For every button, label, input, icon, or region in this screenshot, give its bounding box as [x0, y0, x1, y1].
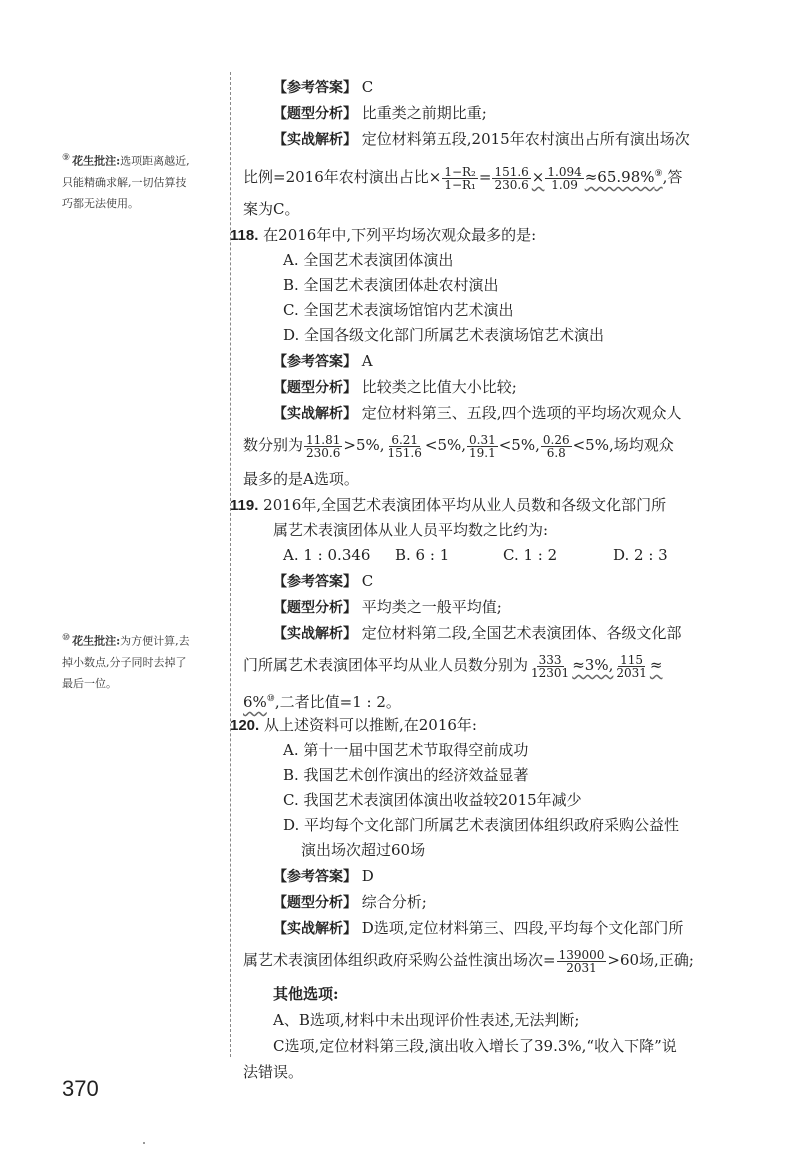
q119-option-b: B. 6 : 1	[395, 546, 450, 564]
q120-option-c: C. 我国艺术表演团体演出收益较2015年减少	[283, 791, 582, 809]
q118-type: 【题型分析】 比较类之比值大小比较;	[273, 378, 517, 396]
q119-option-c: C. 1 : 2	[503, 546, 558, 564]
q118-option-c: C. 全国艺术表演场馆馆内艺术演出	[283, 301, 514, 319]
q118-fraction-c: $\frac{0.31}{19.1}$	[469, 432, 496, 460]
q118-option-d: D. 全国各级文化部门所属艺术表演场馆艺术演出	[283, 326, 605, 344]
q119-fraction-b: $\frac{115}{2031}$	[616, 652, 647, 680]
q119-option-a: A. 1 : 0.346	[283, 546, 371, 564]
q117-solution-line-3: 案为C。	[243, 200, 300, 218]
q118-solution-line-3: 最多的是A选项。	[243, 470, 359, 488]
q117-type: 【题型分析】 比重类之前期比重;	[273, 104, 487, 122]
q119-type: 【题型分析】 平均类之一般平均值;	[273, 598, 502, 616]
q118-solution-line-2: 数分别为 $\frac{11.81}{230.6}$ >5%, $\frac{6.21}{151.6}$ <5%, $\frac{0.31}{19.1}$ <5%, $\frac{0.26}{6.8}$ <5%,场均观众	[243, 432, 674, 460]
q120-other-line-2: C选项,定位材料第三段,演出收入增长了39.3%,“收入下降”说	[273, 1037, 677, 1055]
side-note-1	[62, 148, 227, 214]
q118-fraction-a: $\frac{11.81}{230.6}$	[306, 432, 341, 460]
q120-answer: 【参考答案】 D	[273, 867, 374, 885]
q120-solution-line-1: 【实战解析】 D选项,定位材料第三、四段,平均每个文化部门所	[273, 919, 684, 937]
q118-option-a: A. 全国艺术表演团体演出	[283, 251, 454, 269]
q119-stem-line-2: 属艺术表演团体从业人员平均数之比约为:	[273, 521, 549, 539]
side-note-1-line-1: ⑨ 花生批注:选项距离越近,	[62, 153, 190, 168]
margin-divider	[230, 72, 231, 1057]
q117-solution-line-1: 【实战解析】 定位材料第五段,2015年农村演出占所有演出场次	[273, 130, 690, 148]
q120-solution-line-2: 属艺术表演团体组织政府采购公益性演出场次= $\frac{139000}{2031}$ >60场,正确;	[243, 947, 694, 975]
q119-solution-line-2: 门所属艺术表演团体平均从业人员数分别为 $\frac{333}{12301}$ ≈3%, $\frac{115}{2031}$ ≈	[243, 652, 663, 680]
q120-type: 【题型分析】 综合分析;	[273, 893, 427, 911]
q120-option-d-line-2: 演出场次超过60场	[301, 841, 426, 859]
q119-answer: 【参考答案】 C	[273, 572, 374, 590]
q120-option-a: A. 第十一届中国艺术节取得空前成功	[283, 741, 529, 759]
q120-option-b: B. 我国艺术创作演出的经济效益显著	[283, 766, 529, 784]
q117-fraction-2: $\frac{151.6}{230.6}$	[494, 164, 529, 192]
q120-fraction: $\frac{139000}{2031}$	[558, 947, 605, 975]
side-note-2-line-3: 最后一位。	[62, 676, 117, 690]
q120-option-d: D. 平均每个文化部门所属艺术表演团体组织政府采购公益性	[283, 816, 680, 834]
q119-option-d: D. 2 : 3	[613, 546, 668, 564]
q120-other-options-title: 其他选项:	[273, 985, 339, 1003]
q119-solution-line-1: 【实战解析】 定位材料第二段,全国艺术表演团体、各级文化部	[273, 624, 682, 642]
q117-wavy-expression: $\frac{151.6}{230.6}$ × $\frac{1.094}{1.09}$ ≈65.98%⑨	[494, 164, 663, 192]
q119-wavy-expression: $\frac{333}{12301}$ ≈3%, $\frac{115}{2031}$ ≈	[531, 652, 663, 680]
q118-solution-line-1: 【实战解析】 定位材料第三、五段,四个选项的平均场次观众人	[273, 404, 682, 422]
q118-answer: 【参考答案】 A	[273, 352, 373, 370]
side-note-2	[62, 628, 227, 694]
q119-stem-line-1: 119. 2016年,全国艺术表演团体平均从业人员数和各级文化部门所	[230, 496, 667, 514]
side-note-2-line-2: 掉小数点,分子同时去掉了	[62, 655, 187, 669]
q118-fraction-d: $\frac{0.26}{6.8}$	[542, 432, 570, 460]
side-note-1-line-2: 只能精确求解,一切估算技	[62, 175, 187, 189]
q117-fraction-3: $\frac{1.094}{1.09}$	[547, 164, 582, 192]
q118-stem: 118. 在2016年中,下列平均场次观众最多的是:	[230, 226, 537, 244]
q119-fraction-a: $\frac{333}{12301}$	[531, 652, 570, 680]
q117-answer: 【参考答案】 C	[273, 78, 374, 96]
page-number: 370	[62, 1076, 99, 1101]
q117-solution-line-2: 比例=2016年农村演出占比× $\frac{\text{1−R₂}}{\text{1−R₁}}$ = $\frac{151.6}{230.6}$ × $\frac{1.094}{1.09}$ ≈65.98%⑨,答	[243, 164, 683, 192]
q119-solution-line-3: 6%⑩,二者比值=1 : 2。	[243, 693, 401, 711]
q120-other-line-1: A、B选项,材料中未出现评价性表述,无法判断;	[273, 1011, 580, 1029]
side-note-1-line-3: 巧都无法使用。	[62, 196, 139, 210]
q118-option-b: B. 全国艺术表演团体赴农村演出	[283, 276, 499, 294]
q118-fraction-b: $\frac{6.21}{151.6}$	[387, 432, 422, 460]
q117-fraction-1: $\frac{\text{1−R₂}}{\text{1−R₁}}$	[444, 164, 476, 192]
q120-stem: 120. 从上述资料可以推断,在2016年:	[230, 716, 477, 734]
side-note-2-line-1: ⑩ 花生批注:为方便计算,去	[62, 633, 190, 648]
q120-other-line-3: 法错误。	[243, 1063, 304, 1081]
q119-options	[283, 542, 743, 568]
scan-speck	[143, 1142, 145, 1144]
